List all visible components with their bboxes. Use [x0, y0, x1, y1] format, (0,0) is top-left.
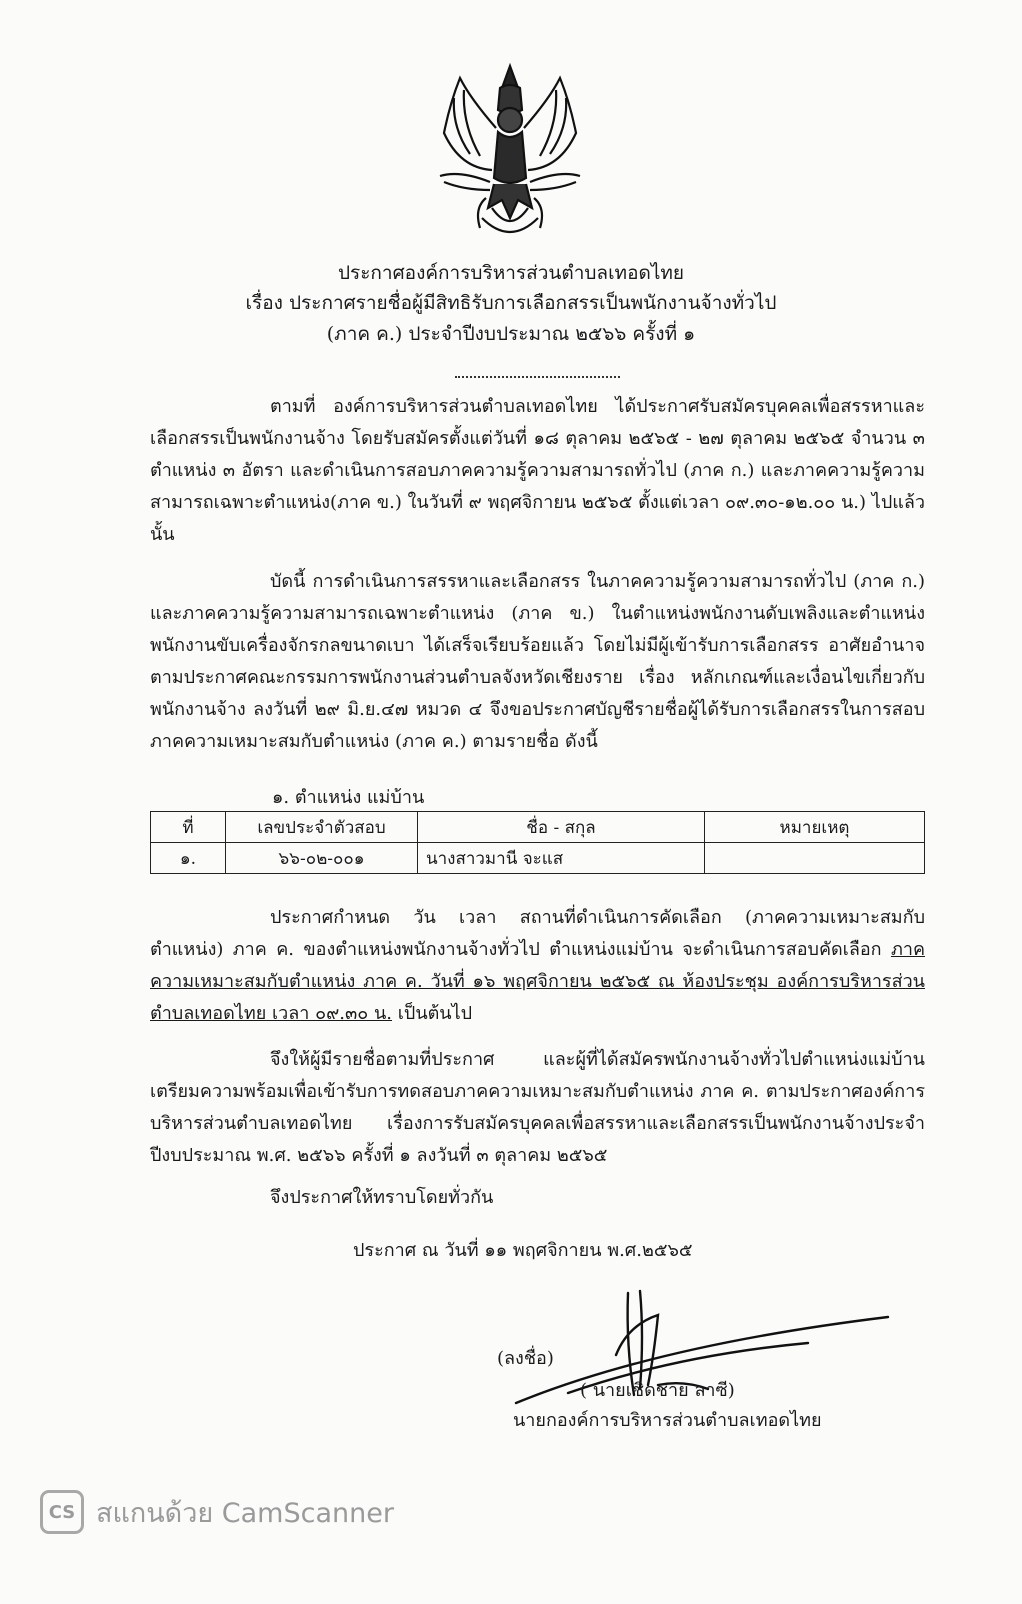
paragraph-2 — [150, 566, 925, 758]
paragraph-4 — [150, 1044, 925, 1172]
paragraph-5-text: จึงประกาศให้ทราบโดยทั่วกัน — [270, 1187, 494, 1208]
cell-name: นางสาวมานี จะแส — [418, 843, 705, 874]
announcement-fiscal-year: (ภาค ค.) ประจำปีงบประมาณ ๒๕๖๖ ครั้งที่ ๑ — [326, 323, 696, 345]
garuda-emblem-icon — [430, 58, 590, 248]
signature-label: (ลงชื่อ) — [497, 1348, 554, 1369]
header-no: ที่ — [151, 812, 226, 843]
paragraph-3 — [150, 902, 925, 1030]
paragraph-3-text: ประกาศกำหนด วัน เวลา สถานที่ดำเนินการคัดเลือก (ภาคความเหมาะสมกับตำแหน่ง) ภาค ค. ของตำแหน่งพนักงานจ้างทั่วไป ตำแหน่งแม่บ้าน จะดำเนินการสอบคัดเลือก — [150, 907, 925, 960]
cell-no: ๑. — [151, 843, 226, 874]
signatory-name: ( นายเชิดชาย ลาซี) — [580, 1380, 735, 1401]
paragraph-3-end: เป็นต้นไป — [392, 1003, 473, 1024]
paragraph-5 — [150, 1182, 925, 1214]
table-row — [151, 843, 925, 874]
signature-mark — [508, 1285, 898, 1425]
section-title: ๑. ตำแหน่ง แม่บ้าน — [272, 787, 425, 808]
paragraph-1-text: ตามที่ องค์การบริหารส่วนตำบลเทอดไทย ได้ประกาศรับสมัครบุคคลเพื่อสรรหาและเลือกสรรเป็นพนักงานจ้าง โดยรับสมัครตั้งแต่วันที่ ๑๘ ตุลาคม ๒๕๖๕ - ๒๗ ตุลาคม ๒๕๖๕ จำนวน ๓ ตำแหน่ง ๓ อัตรา และดำเนินการสอบภาคความรู้ความสามารถทั่วไป (ภาค ก.) และภาคความรู้ความสามารถเฉพาะตำแหน่ง(ภาค ข.) ในวันที่ ๙ พฤศจิกายน ๒๕๖๕ ตั้งแต่เวลา ๐๙.๓๐-๑๒.๐๐ น.) ไปแล้วนั้น — [150, 396, 925, 545]
header-divider — [455, 376, 620, 378]
scanner-watermark-text: สแกนด้วย CamScanner — [96, 1497, 394, 1529]
table-header-row — [151, 812, 925, 843]
announcement-date: ประกาศ ณ วันที่ ๑๑ พฤศจิกายน พ.ศ.๒๕๖๕ — [353, 1240, 693, 1261]
announcement-subject: เรื่อง ประกาศรายชื่อผู้มีสิทธิรับการเลือกสรรเป็นพนักงานจ้างทั่วไป — [245, 292, 777, 314]
paragraph-1 — [150, 391, 925, 551]
cell-exam-id: ๖๖-๐๒-๐๐๑ — [226, 843, 418, 874]
signatory-title: นายกองค์การบริหารส่วนตำบลเทอดไทย — [513, 1410, 822, 1431]
header-note: หมายเหตุ — [705, 812, 925, 843]
camscanner-icon: CS — [40, 1490, 84, 1534]
header-exam-id: เลขประจำตัวสอบ — [226, 812, 418, 843]
paragraph-2-text: บัดนี้ การดำเนินการสรรหาและเลือกสรร ในภาคความรู้ความสามารถทั่วไป (ภาค ก.) และภาคความรู้ความสามารถเฉพาะตำแหน่ง (ภาค ข.) ในตำแหน่งพนักงานดับเพลิงและตำแหน่งพนักงานขับเครื่องจักรกลขนาดเบา ได้เสร็จเรียบร้อยแล้ว โดยไม่มีผู้เข้ารับการเลือกสรร อาศัยอำนาจตามประกาศคณะกรรมการพนักงานส่วนตำบลจังหวัดเชียงราย เรื่อง หลักเกณฑ์และเงื่อนไขเกี่ยวกับพนักงานจ้าง ลงวันที่ ๒๙ มิ.ย.๔๗ หมวด ๔ จึงขอประกาศบัญชีรายชื่อผู้ได้รับการเลือกสรรในการสอบภาคความเหมาะสมกับตำแหน่ง (ภาค ค.) ตามรายชื่อ ดังนี้ — [150, 571, 925, 752]
paragraph-4-text: จึงให้ผู้มีรายชื่อตามที่ประกาศ และผู้ที่ได้สมัครพนักงานจ้างทั่วไปตำแหน่งแม่บ้าน เตรียมความพร้อมเพื่อเข้ารับการทดสอบภาคความเหมาะสมกับตำแหน่ง ภาค ค. ตามประกาศองค์การบริหารส่วนตำบลเทอดไทย เรื่องการรับสมัครบุคคลเพื่อสรรหาและเลือกสรรเป็นพนักงานจ้างประจำปีงบประมาณ พ.ศ. ๒๕๖๖ ครั้งที่ ๑ ลงวันที่ ๓ ตุลาคม ๒๕๖๕ — [150, 1049, 925, 1166]
cell-note — [705, 843, 925, 874]
candidate-table — [150, 811, 925, 874]
header-name: ชื่อ - สกุล — [418, 812, 705, 843]
announcement-issuer: ประกาศองค์การบริหารส่วนตำบลเทอดไทย — [337, 262, 685, 284]
paragraph-3-underlined: ภาคความเหมาะสมกับตำแหน่ง ภาค ค. วันที่ ๑๖ พฤศจิกายน ๒๕๖๕ ณ ห้องประชุม องค์การบริหารส่วนตำบลเทอดไทย เวลา ๐๙.๓๐ น. — [150, 939, 925, 1024]
scanner-watermark — [40, 1488, 394, 1536]
